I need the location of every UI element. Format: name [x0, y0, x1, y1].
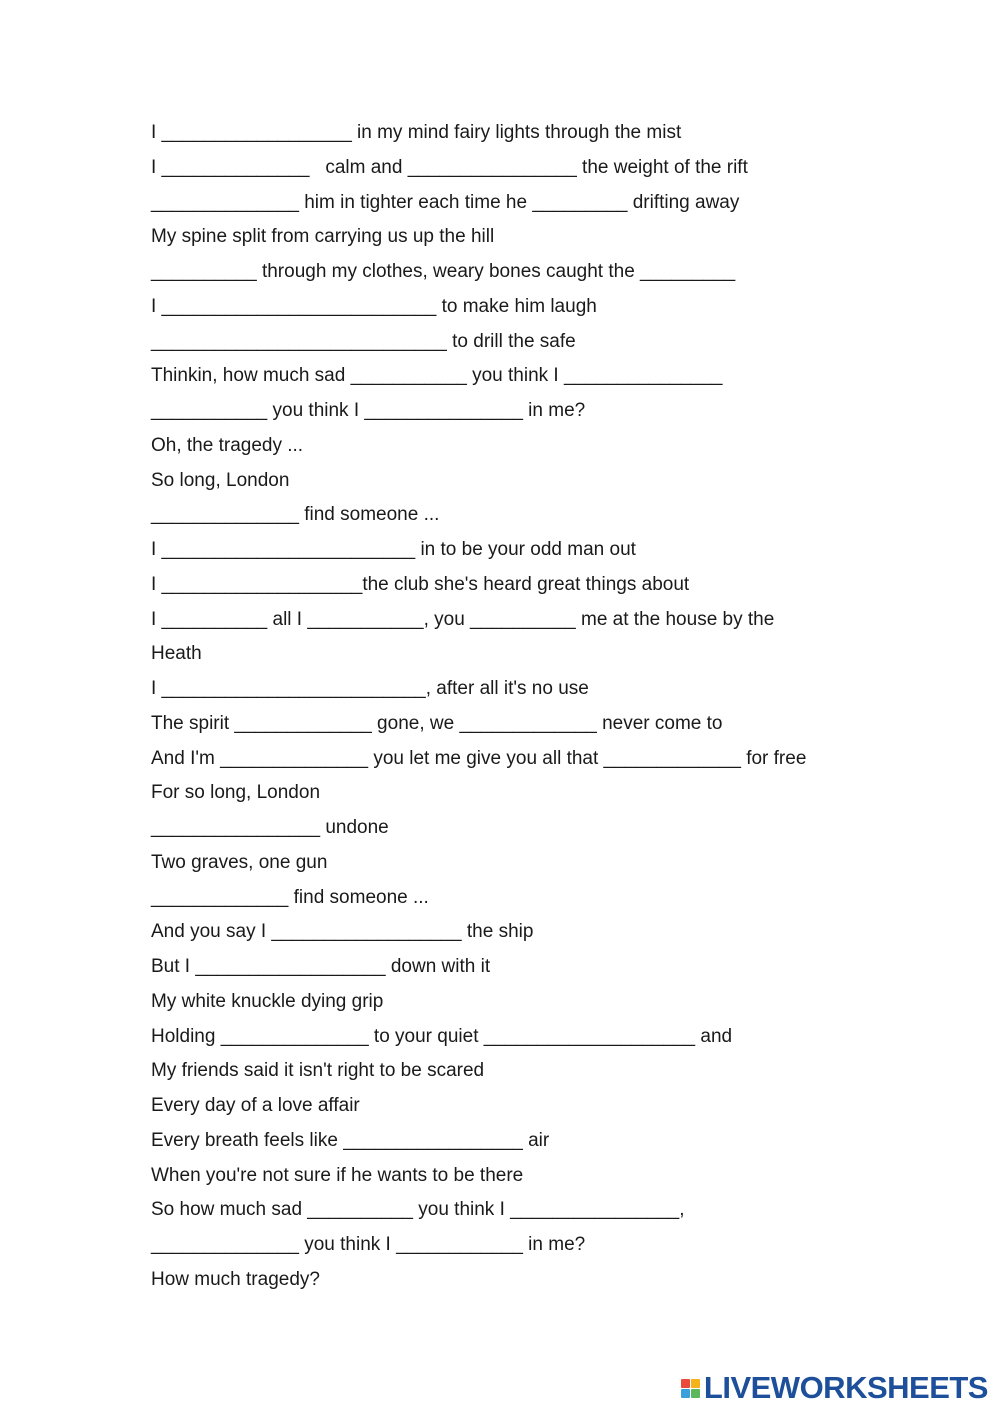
lyric-line-25: But I __________________ down with it [151, 956, 491, 977]
logo-square-yellow [691, 1379, 700, 1388]
lyric-line-1: I __________________ in my mind fairy lights through the mist [151, 122, 682, 143]
lyric-line-13: I ________________________ in to be your odd man out [151, 539, 636, 560]
lyric-line-6: I __________________________ to make him laugh [151, 295, 597, 317]
lyric-line-11: So long, London [151, 469, 290, 491]
lyric-line-15: I __________ all I ___________, you __________ me at the house by the [151, 608, 775, 630]
lyric-line-29: Every day of a love affair [151, 1095, 360, 1116]
lyric-line-22: Two graves, one gun [151, 851, 328, 873]
lyric-line-14: I ___________________the club she's heard great things about [151, 573, 690, 595]
logo-square-green [691, 1389, 700, 1398]
lyric-line-27: Holding ______________ to your quiet ____________________ and [151, 1025, 733, 1047]
lyric-line-33: ______________ you think I ____________ in me? [151, 1234, 586, 1255]
lyric-line-5: __________ through my clothes, weary bones caught the _________ [151, 261, 736, 282]
lyric-line-24: And you say I __________________ the ship [151, 921, 534, 943]
lyric-line-32: So how much sad __________ you think I ________________, [151, 1199, 685, 1221]
lyric-line-31: When you're not sure if he wants to be there [151, 1164, 524, 1186]
lyric-line-2: I ______________ calm and ________________ the weight of the rift [151, 156, 748, 178]
lyric-line-9: ___________ you think I _______________ in me? [151, 400, 586, 421]
lyric-line-16: Heath [151, 643, 202, 665]
lyric-line-30: Every breath feels like _________________ air [151, 1129, 550, 1151]
lyric-line-3: ______________ him in tighter each time he _________ drifting away [151, 191, 740, 213]
liveworksheets-logo-icon [681, 1379, 700, 1398]
brand-wordmark: LIVEWORKSHEETS [703, 1370, 988, 1405]
lyric-line-23: _____________ find someone ... [151, 886, 429, 908]
lyric-line-8: Thinkin, how much sad ___________ you think I _______________ [151, 365, 723, 387]
lyric-line-20: For so long, London [151, 782, 321, 804]
lyric-line-10: Oh, the tragedy ... [151, 434, 304, 456]
lyric-line-18: The spirit _____________ gone, we _____________ never come to [151, 712, 723, 734]
lyric-line-28: My friends said it isn't right to be scared [151, 1060, 485, 1082]
lyric-line-7: ____________________________ to drill the safe [151, 330, 576, 352]
worksheet-body [151, 116, 951, 1298]
lyric-line-12: ______________ find someone ... [151, 504, 440, 526]
logo-square-red [681, 1379, 690, 1388]
lyric-line-26: My white knuckle dying grip [151, 990, 384, 1012]
lyric-line-34: How much tragedy? [151, 1268, 320, 1290]
logo-square-blue [681, 1389, 690, 1398]
lyric-line-4: My spine split from carrying us up the hill [151, 226, 495, 248]
lyric-line-19: And I'm ______________ you let me give you all that _____________ for free [151, 747, 807, 769]
liveworksheets-logo [681, 1370, 988, 1406]
lyric-line-21: ________________ undone [151, 817, 389, 838]
lyric-line-17: I _________________________, after all it's no use [151, 678, 589, 699]
